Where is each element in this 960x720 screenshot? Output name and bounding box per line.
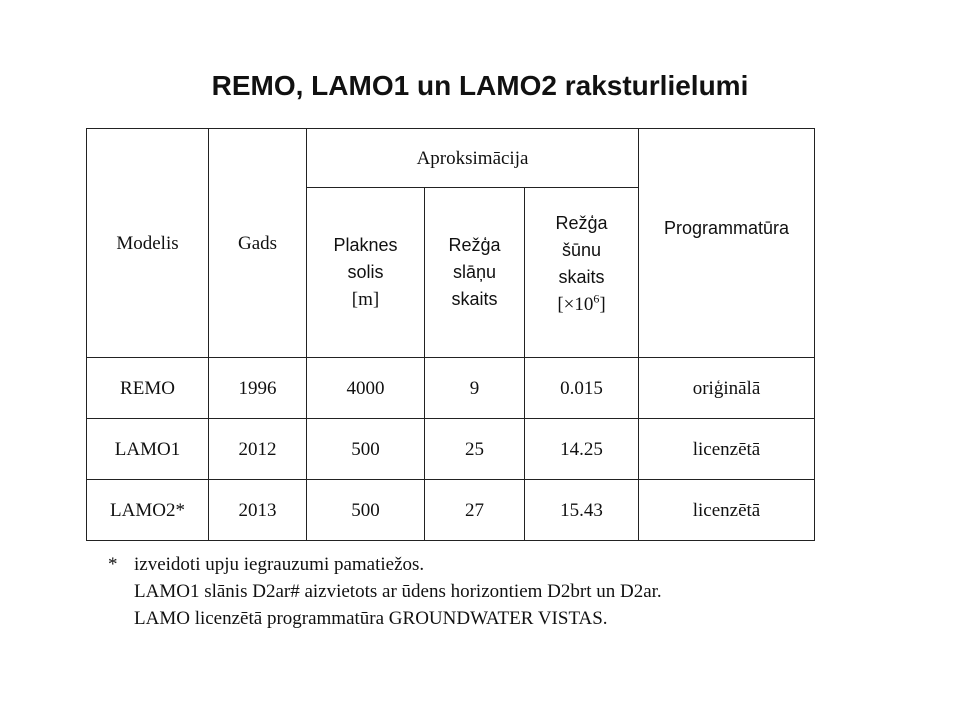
- table-row: [87, 358, 815, 419]
- footnote-line: [108, 551, 662, 578]
- header-cell-count-unit-exponent: 6: [593, 291, 600, 306]
- header-cell-count: [525, 188, 639, 358]
- cell-plane-step: 4000: [307, 358, 425, 419]
- cell-software: licenzētā: [639, 480, 815, 541]
- cell-cells: 14.25: [525, 419, 639, 480]
- cell-model: REMO: [87, 358, 209, 419]
- cell-software: oriģinālā: [639, 358, 815, 419]
- header-cell-count-line1: Režģa: [555, 212, 608, 233]
- cell-year: 2013: [209, 480, 307, 541]
- footnote-line: LAMO licenzētā programmatūra GROUNDWATER VISTAS.: [134, 608, 608, 629]
- cell-model: LAMO1: [87, 419, 209, 480]
- header-plane-step: [307, 188, 425, 358]
- header-layer-count-line2: slāņu: [452, 262, 497, 282]
- header-plane-step-line3: [m]: [351, 289, 380, 310]
- header-model: Modelis: [87, 129, 209, 358]
- footnote: [108, 551, 662, 632]
- footnote-text: izveidoti upju iegrauzumi pamatiežos.: [134, 554, 425, 575]
- header-plane-step-line1: Plaknes: [333, 235, 398, 255]
- table-row: [87, 480, 815, 541]
- cell-layers: 9: [425, 358, 525, 419]
- cell-plane-step: 500: [307, 419, 425, 480]
- cell-cells: 15.43: [525, 480, 639, 541]
- cell-year: 2012: [209, 419, 307, 480]
- footnote-marker: *: [108, 554, 118, 575]
- cell-software: licenzētā: [639, 419, 815, 480]
- header-software: Programmatūra: [639, 129, 815, 358]
- header-layer-count: [425, 188, 525, 358]
- header-approximation: Aproksimācija: [307, 129, 639, 188]
- header-cell-count-unit-close: ]: [599, 293, 606, 315]
- table-row: [87, 419, 815, 480]
- header-layer-count-line1: Režģa: [448, 235, 501, 255]
- cell-cells: 0.015: [525, 358, 639, 419]
- cell-layers: 27: [425, 480, 525, 541]
- header-year: Gads: [209, 129, 307, 358]
- characteristics-table: [86, 128, 815, 541]
- cell-plane-step: 500: [307, 480, 425, 541]
- header-plane-step-line2: solis: [347, 262, 384, 282]
- header-cell-count-unit: [525, 291, 638, 318]
- page-title: REMO, LAMO1 un LAMO2 raksturlielumi: [211, 70, 749, 101]
- header-cell-count-unit-base: [×10: [557, 293, 594, 315]
- cell-model: LAMO2*: [87, 480, 209, 541]
- table-header-row: [87, 129, 815, 188]
- header-cell-count-line2: šūnu: [561, 239, 602, 260]
- cell-layers: 25: [425, 419, 525, 480]
- footnote-line: LAMO1 slānis D2ar# aizvietots ar ūdens horizontiem D2brt un D2ar.: [134, 581, 662, 602]
- header-cell-count-line3: skaits: [558, 266, 605, 287]
- cell-year: 1996: [209, 358, 307, 419]
- header-layer-count-line3: skaits: [451, 289, 498, 309]
